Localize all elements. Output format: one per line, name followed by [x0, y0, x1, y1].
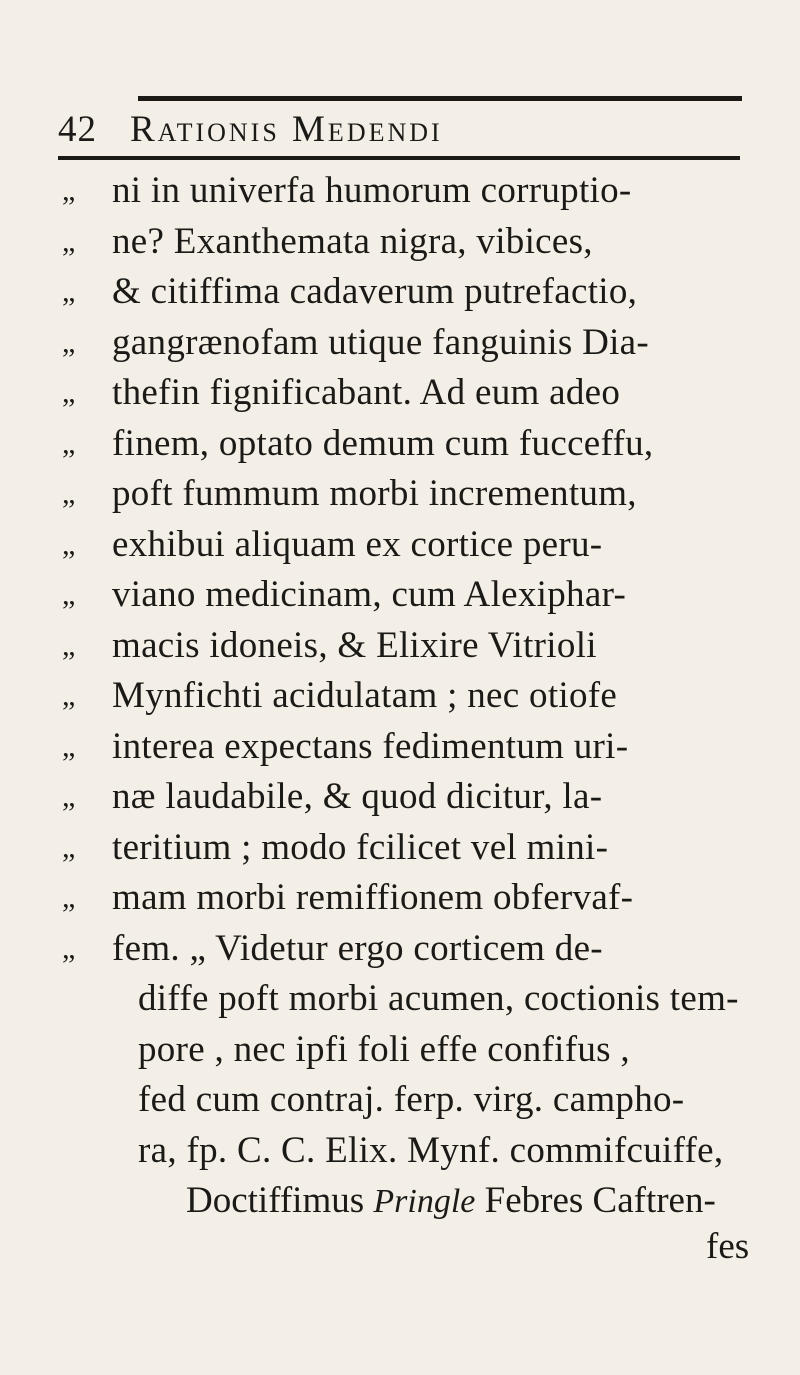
page-number: 42: [58, 109, 97, 150]
line-text: interea expectans fedimentum uri-: [112, 725, 629, 767]
text-line: [0, 621, 800, 671]
quote-mark: „: [62, 325, 76, 359]
quote-mark: „: [62, 679, 76, 712]
quote-mark: „: [62, 931, 76, 965]
line-text: poft fummum morbi incrementum,: [112, 473, 637, 514]
line-text: næ laudabile, & quod dicitur, la-: [112, 776, 603, 817]
text-line: [0, 1025, 800, 1075]
line-text: pore , nec ipfi foli effe confifus ,: [138, 1028, 630, 1070]
quote-mark: „: [62, 830, 76, 864]
text-line: [0, 772, 800, 822]
closing-line: [186, 1176, 716, 1227]
quote-mark: „: [62, 477, 76, 510]
quote-mark: „: [62, 780, 76, 813]
header-rule: [58, 156, 740, 160]
quote-mark: „: [62, 729, 76, 763]
closing-prefix: Doctiffimus: [186, 1180, 365, 1221]
line-text: thefin fignificabant. Ad eum adeo: [112, 372, 621, 413]
quote-mark: „: [62, 275, 76, 308]
text-line: [0, 217, 800, 267]
line-text: viano medicinam, cum Alexiphar-: [112, 574, 627, 615]
text-line: [0, 974, 800, 1024]
text-line: [0, 1126, 800, 1176]
text-line: [0, 469, 800, 519]
text-line: [0, 419, 800, 469]
top-rule: [138, 96, 742, 101]
text-line: [0, 318, 800, 368]
quote-mark: „: [62, 174, 76, 207]
line-text: ne? Exanthemata nigra, vibices,: [112, 220, 593, 262]
line-text: gangrænofam utique fanguinis Dia-: [112, 321, 650, 363]
line-text: mam morbi remiffionem obfervaf-: [112, 877, 634, 918]
text-line: [0, 368, 800, 418]
line-text: Mynfichti acidulatam ; nec otiofe: [112, 675, 618, 716]
quote-mark: „: [62, 527, 76, 561]
quote-mark: „: [62, 376, 76, 409]
text-line: [0, 267, 800, 317]
quote-mark: „: [62, 628, 76, 662]
text-line: [0, 873, 800, 923]
catchword: fes: [706, 1226, 750, 1267]
line-text: fed cum contraj. ferp. virg. campho-: [138, 1079, 685, 1120]
text-line: [0, 520, 800, 570]
line-text: exhibui aliquam ex cortice peru-: [112, 523, 603, 565]
line-text: teritium ; modo fcilicet vel mini-: [112, 826, 609, 868]
quote-mark: „: [62, 224, 76, 258]
author-name: Pringle: [373, 1183, 476, 1220]
text-line: [0, 722, 800, 772]
line-text: macis idoneis, & Elixire Vitrioli: [112, 624, 597, 666]
line-text: finem, optato demum cum fucceffu,: [112, 422, 654, 464]
quote-mark: „: [62, 426, 76, 460]
quote-mark: „: [62, 881, 76, 914]
text-line: [0, 924, 800, 974]
page-header: [58, 108, 758, 152]
quote-mark: „: [62, 578, 76, 611]
text-line: [0, 166, 800, 216]
line-text: diffe poft morbi acumen, coctionis tem-: [138, 978, 739, 1019]
text-line: [0, 823, 800, 873]
line-text: fem. „ Videtur ergo corticem de-: [112, 927, 603, 969]
line-text: & citiffima cadaverum putrefactio,: [112, 271, 638, 312]
line-text: ra, fp. C. C. Elix. Mynf. commifcuiffe,: [138, 1129, 724, 1171]
running-title: Rationis Medendi: [130, 109, 443, 150]
text-line: [0, 1075, 800, 1125]
text-line: [0, 671, 800, 721]
line-text: ni in univerfa humorum corruptio-: [112, 170, 632, 211]
closing-suffix: Febres Caftren-: [484, 1180, 716, 1221]
text-line: [0, 570, 800, 620]
